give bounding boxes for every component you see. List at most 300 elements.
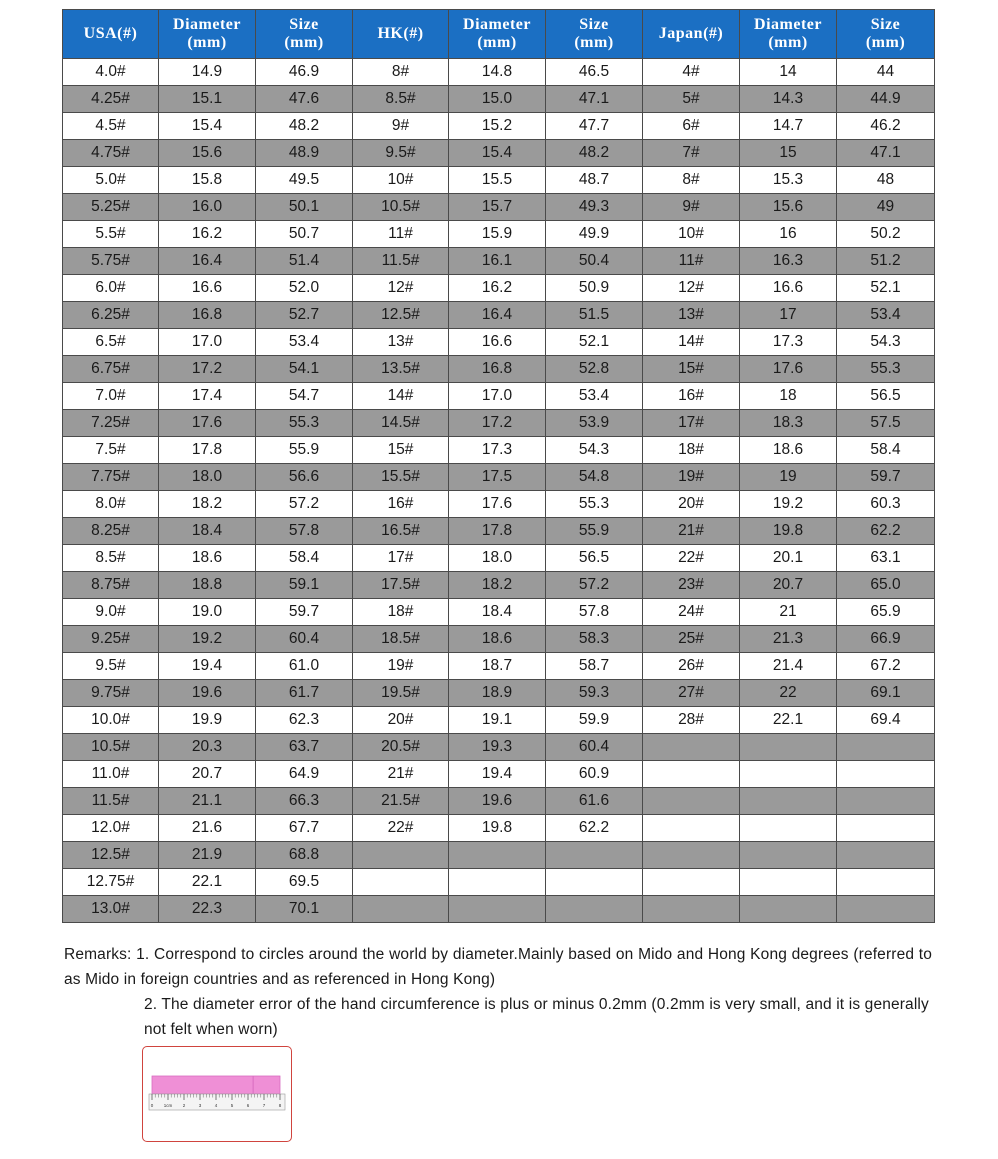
ruler-tick-label: 0 [150, 1103, 154, 1108]
table-cell: 13# [643, 302, 740, 329]
table-cell: 6# [643, 113, 740, 140]
table-cell: 69.4 [837, 707, 935, 734]
table-cell: 56.5 [837, 383, 935, 410]
table-cell: 46.5 [546, 59, 643, 86]
table-row [63, 896, 935, 923]
table-cell: 52.1 [837, 275, 935, 302]
table-cell: 15.4 [159, 113, 256, 140]
table-cell: 10.5# [63, 734, 159, 761]
table-row [63, 86, 935, 113]
table-cell: 66.9 [837, 626, 935, 653]
table-cell: 14# [643, 329, 740, 356]
table-cell: 18.6 [159, 545, 256, 572]
table-cell: 16.1 [449, 248, 546, 275]
table-row [63, 140, 935, 167]
table-row [63, 275, 935, 302]
remarks [64, 942, 932, 1042]
table-cell: 15.9 [449, 221, 546, 248]
table-cell: 21 [740, 599, 837, 626]
table-row [63, 653, 935, 680]
table-cell: 6.75# [63, 356, 159, 383]
table-cell: 60.3 [837, 491, 935, 518]
table-cell [546, 869, 643, 896]
table-cell [837, 761, 935, 788]
table-cell: 21# [643, 518, 740, 545]
table-cell: 12# [353, 275, 449, 302]
table-cell: 20# [353, 707, 449, 734]
table-cell: 47.1 [837, 140, 935, 167]
table-cell: 4.25# [63, 86, 159, 113]
table-cell [643, 761, 740, 788]
table-cell: 52.8 [546, 356, 643, 383]
column-header: Size (mm) [256, 10, 353, 59]
table-cell: 48.9 [256, 140, 353, 167]
table-cell: 10.5# [353, 194, 449, 221]
table-cell: 54.3 [546, 437, 643, 464]
table-cell: 53.4 [256, 329, 353, 356]
table-cell: 9.5# [353, 140, 449, 167]
table-cell: 14 [740, 59, 837, 86]
table-cell: 22# [643, 545, 740, 572]
table-cell: 19.2 [740, 491, 837, 518]
table-cell: 19.2 [159, 626, 256, 653]
table-cell: 22.1 [740, 707, 837, 734]
table-row [63, 734, 935, 761]
table-cell: 17.6 [159, 410, 256, 437]
column-header: Diameter (mm) [740, 10, 837, 59]
table-cell: 54.8 [546, 464, 643, 491]
table-cell: 28# [643, 707, 740, 734]
table-row [63, 545, 935, 572]
table-cell: 58.4 [256, 545, 353, 572]
table-cell: 21.9 [159, 842, 256, 869]
table-cell: 19.4 [159, 653, 256, 680]
column-header: Size (mm) [546, 10, 643, 59]
table-cell: 59.3 [546, 680, 643, 707]
ruler-tick-label: 3 [198, 1103, 202, 1108]
table-cell: 13.5# [353, 356, 449, 383]
table-cell: 6.25# [63, 302, 159, 329]
table-cell: 19# [353, 653, 449, 680]
table-cell: 11.5# [63, 788, 159, 815]
table-cell: 16.4 [449, 302, 546, 329]
table-cell: 60.4 [256, 626, 353, 653]
table-cell: 7.0# [63, 383, 159, 410]
table-row [63, 221, 935, 248]
table-cell [837, 734, 935, 761]
table-cell: 6.5# [63, 329, 159, 356]
table-cell [740, 734, 837, 761]
table-cell [546, 896, 643, 923]
table-cell: 15.3 [740, 167, 837, 194]
table-row [63, 491, 935, 518]
table-cell: 69.5 [256, 869, 353, 896]
table-cell: 18.9 [449, 680, 546, 707]
table-cell: 17.8 [159, 437, 256, 464]
table-cell [546, 842, 643, 869]
table-cell: 18.2 [159, 491, 256, 518]
table-cell: 50.9 [546, 275, 643, 302]
column-header: Japan(#) [643, 10, 740, 59]
table-cell: 26# [643, 653, 740, 680]
table-cell: 19.0 [159, 599, 256, 626]
table-cell: 16.2 [449, 275, 546, 302]
table-cell: 18.5# [353, 626, 449, 653]
table-cell: 67.7 [256, 815, 353, 842]
table-cell: 46.9 [256, 59, 353, 86]
table-cell: 16.6 [740, 275, 837, 302]
table-cell: 65.0 [837, 572, 935, 599]
ruler-icon [143, 1047, 293, 1143]
table-cell: 18.2 [449, 572, 546, 599]
table-cell: 51.2 [837, 248, 935, 275]
ring-size-table [62, 9, 935, 923]
table-cell: 50.7 [256, 221, 353, 248]
column-header: Diameter (mm) [159, 10, 256, 59]
table-cell: 17.5 [449, 464, 546, 491]
table-cell: 15.6 [740, 194, 837, 221]
ruler-illustration [142, 1046, 292, 1142]
table-cell: 19.5# [353, 680, 449, 707]
table-cell: 17# [643, 410, 740, 437]
table-row [63, 707, 935, 734]
table-cell: 54.7 [256, 383, 353, 410]
table-row [63, 329, 935, 356]
table-cell: 16.8 [449, 356, 546, 383]
table-cell: 67.2 [837, 653, 935, 680]
table-cell: 23# [643, 572, 740, 599]
table-cell: 17.2 [449, 410, 546, 437]
table-cell: 4.75# [63, 140, 159, 167]
table-cell: 53.4 [837, 302, 935, 329]
ruler-tick-label: 4 [214, 1103, 218, 1108]
table-cell: 53.9 [546, 410, 643, 437]
table-cell [643, 869, 740, 896]
table-cell: 57.8 [546, 599, 643, 626]
table-cell: 18.4 [159, 518, 256, 545]
table-cell: 62.3 [256, 707, 353, 734]
table-row [63, 113, 935, 140]
table-cell: 55.9 [546, 518, 643, 545]
table-cell: 8.25# [63, 518, 159, 545]
table-cell [643, 788, 740, 815]
remark-2: 2. The diameter error of the hand circumference is plus or minus 0.2mm (0.2mm is very small, and it is generally not felt when worn) [144, 996, 929, 1038]
table-cell: 17.4 [159, 383, 256, 410]
table-cell: 49.5 [256, 167, 353, 194]
table-cell: 49.9 [546, 221, 643, 248]
table-cell: 5.25# [63, 194, 159, 221]
table-cell: 56.5 [546, 545, 643, 572]
table-row [63, 626, 935, 653]
table-cell: 20.1 [740, 545, 837, 572]
table-cell: 22 [740, 680, 837, 707]
table-cell: 58.3 [546, 626, 643, 653]
table-cell: 11.5# [353, 248, 449, 275]
table-header [63, 10, 935, 59]
table-cell: 18 [740, 383, 837, 410]
table-cell: 20.5# [353, 734, 449, 761]
table-cell: 15.7 [449, 194, 546, 221]
table-cell: 52.1 [546, 329, 643, 356]
table-cell: 17.3 [449, 437, 546, 464]
table-cell: 19.8 [449, 815, 546, 842]
table-cell [643, 842, 740, 869]
table-cell: 16.0 [159, 194, 256, 221]
table-cell: 18.0 [449, 545, 546, 572]
table-cell [740, 842, 837, 869]
table-cell: 14.9 [159, 59, 256, 86]
table-cell: 12# [643, 275, 740, 302]
table-cell: 5.5# [63, 221, 159, 248]
ruler-tick-label: 7 [262, 1103, 266, 1108]
table-row [63, 599, 935, 626]
table-cell: 19.8 [740, 518, 837, 545]
table-cell: 68.8 [256, 842, 353, 869]
table-cell: 18.8 [159, 572, 256, 599]
column-header: Size (mm) [837, 10, 935, 59]
table-cell: 25# [643, 626, 740, 653]
table-cell: 58.7 [546, 653, 643, 680]
table-cell: 66.3 [256, 788, 353, 815]
table-cell: 16.3 [740, 248, 837, 275]
table-cell: 62.2 [546, 815, 643, 842]
table-cell: 49 [837, 194, 935, 221]
table-cell: 59.1 [256, 572, 353, 599]
table-cell: 47.7 [546, 113, 643, 140]
header-row [63, 10, 935, 59]
table-cell: 54.3 [837, 329, 935, 356]
ruler-fill-bar [152, 1076, 280, 1094]
table-cell: 16.6 [449, 329, 546, 356]
table-cell: 19# [643, 464, 740, 491]
table-row [63, 194, 935, 221]
table-row [63, 59, 935, 86]
table-cell: 24# [643, 599, 740, 626]
table-cell: 5.75# [63, 248, 159, 275]
table-cell: 20.7 [740, 572, 837, 599]
table-cell: 55.3 [546, 491, 643, 518]
table-cell: 69.1 [837, 680, 935, 707]
table-row [63, 356, 935, 383]
table-cell: 7.5# [63, 437, 159, 464]
table-cell: 8.5# [63, 545, 159, 572]
table-cell: 16.8 [159, 302, 256, 329]
table-cell: 17.0 [159, 329, 256, 356]
table-cell: 17# [353, 545, 449, 572]
table-cell: 16# [643, 383, 740, 410]
table-cell: 48 [837, 167, 935, 194]
table-cell: 57.8 [256, 518, 353, 545]
table-cell: 15# [643, 356, 740, 383]
table-cell: 61.0 [256, 653, 353, 680]
table-cell [449, 869, 546, 896]
column-header: Diameter (mm) [449, 10, 546, 59]
table-cell: 4.0# [63, 59, 159, 86]
table-cell [837, 869, 935, 896]
table-cell: 19.4 [449, 761, 546, 788]
ruler-tick-label: 6 [246, 1103, 250, 1108]
table-cell: 12.75# [63, 869, 159, 896]
table-cell: 57.2 [256, 491, 353, 518]
table-cell: 16 [740, 221, 837, 248]
table-cell: 48.2 [546, 140, 643, 167]
table-cell [740, 896, 837, 923]
table-cell: 8.0# [63, 491, 159, 518]
table-cell: 47.1 [546, 86, 643, 113]
table-cell: 7.75# [63, 464, 159, 491]
table-cell: 9.25# [63, 626, 159, 653]
table-cell: 48.7 [546, 167, 643, 194]
table-cell: 59.7 [256, 599, 353, 626]
table-cell: 17.6 [740, 356, 837, 383]
ruler-tick-label: 8 [278, 1103, 282, 1108]
table-cell: 47.6 [256, 86, 353, 113]
table-cell: 10# [643, 221, 740, 248]
table-cell: 18.4 [449, 599, 546, 626]
table-cell: 16.2 [159, 221, 256, 248]
ruler-tick-label: 5 [230, 1103, 234, 1108]
column-header: HK(#) [353, 10, 449, 59]
table-cell: 65.9 [837, 599, 935, 626]
table-row [63, 869, 935, 896]
table-cell [740, 869, 837, 896]
table-cell: 18.6 [740, 437, 837, 464]
table-cell: 5# [643, 86, 740, 113]
table-cell: 20# [643, 491, 740, 518]
table-cell: 14# [353, 383, 449, 410]
table-cell: 12.0# [63, 815, 159, 842]
table-cell: 10.0# [63, 707, 159, 734]
table-cell: 15.6 [159, 140, 256, 167]
table-row [63, 788, 935, 815]
table-cell: 51.4 [256, 248, 353, 275]
table-cell: 15 [740, 140, 837, 167]
table-cell: 21.1 [159, 788, 256, 815]
table-cell [740, 788, 837, 815]
table-cell: 21.6 [159, 815, 256, 842]
table-cell: 4.5# [63, 113, 159, 140]
remark-1: Remarks: 1. Correspond to circles around the world by diameter.Mainly based on Mido and Hong Kong degrees (referred to as Mido in foreign countries and as referenced in Hong Kong) [64, 946, 932, 988]
table-cell: 8# [643, 167, 740, 194]
table-cell: 15.1 [159, 86, 256, 113]
table-cell: 55.9 [256, 437, 353, 464]
table-row [63, 761, 935, 788]
table-cell: 64.9 [256, 761, 353, 788]
table-cell: 63.1 [837, 545, 935, 572]
table-cell: 48.2 [256, 113, 353, 140]
table-cell: 16.5# [353, 518, 449, 545]
table-cell [740, 761, 837, 788]
table-row [63, 167, 935, 194]
table-row [63, 410, 935, 437]
table-cell: 20.3 [159, 734, 256, 761]
table-cell: 18# [643, 437, 740, 464]
table-cell: 15.5 [449, 167, 546, 194]
table-cell: 16# [353, 491, 449, 518]
table-cell: 19.6 [449, 788, 546, 815]
table-cell: 52.7 [256, 302, 353, 329]
table-cell: 16.4 [159, 248, 256, 275]
table-cell: 61.6 [546, 788, 643, 815]
table-cell: 57.2 [546, 572, 643, 599]
table-cell [643, 815, 740, 842]
table-cell: 46.2 [837, 113, 935, 140]
table-cell: 70.1 [256, 896, 353, 923]
table-cell: 12.5# [63, 842, 159, 869]
table-cell: 19.3 [449, 734, 546, 761]
table-cell: 50.4 [546, 248, 643, 275]
table-cell: 11.0# [63, 761, 159, 788]
table-cell [449, 896, 546, 923]
table-cell: 17.3 [740, 329, 837, 356]
table-cell: 15.2 [449, 113, 546, 140]
table-cell: 11# [643, 248, 740, 275]
table-cell: 15.4 [449, 140, 546, 167]
table-cell [353, 842, 449, 869]
table-cell: 15.8 [159, 167, 256, 194]
table-cell: 60.4 [546, 734, 643, 761]
table-cell: 6.0# [63, 275, 159, 302]
table-cell: 8# [353, 59, 449, 86]
table-cell: 14.5# [353, 410, 449, 437]
table-cell: 18.6 [449, 626, 546, 653]
table-cell: 27# [643, 680, 740, 707]
table-cell: 5.0# [63, 167, 159, 194]
table-cell: 18.0 [159, 464, 256, 491]
table-cell: 15# [353, 437, 449, 464]
table-cell: 21.3 [740, 626, 837, 653]
table-row [63, 464, 935, 491]
table-cell: 44 [837, 59, 935, 86]
table-cell [837, 815, 935, 842]
table-cell: 63.7 [256, 734, 353, 761]
table-row [63, 842, 935, 869]
table-row [63, 518, 935, 545]
table-cell: 17.5# [353, 572, 449, 599]
table-cell: 8.5# [353, 86, 449, 113]
table-cell: 15.0 [449, 86, 546, 113]
table-cell: 21.5# [353, 788, 449, 815]
table-cell [837, 842, 935, 869]
table-cell: 62.2 [837, 518, 935, 545]
table-cell: 22.1 [159, 869, 256, 896]
table-cell: 49.3 [546, 194, 643, 221]
table-cell: 58.4 [837, 437, 935, 464]
table-row [63, 572, 935, 599]
table-cell: 59.9 [546, 707, 643, 734]
table-cell [837, 896, 935, 923]
table-cell: 51.5 [546, 302, 643, 329]
table-cell: 54.1 [256, 356, 353, 383]
table-cell: 19 [740, 464, 837, 491]
table-cell: 50.1 [256, 194, 353, 221]
table-cell: 55.3 [256, 410, 353, 437]
table-row [63, 383, 935, 410]
ruler-tick-label: 1cm [163, 1103, 173, 1108]
table-cell: 8.75# [63, 572, 159, 599]
table-cell: 17.2 [159, 356, 256, 383]
table-cell [353, 896, 449, 923]
table-cell: 14.8 [449, 59, 546, 86]
table-body [63, 59, 935, 923]
table-cell [449, 842, 546, 869]
table-row [63, 680, 935, 707]
table-cell: 9.5# [63, 653, 159, 680]
table-cell [837, 788, 935, 815]
table-cell: 59.7 [837, 464, 935, 491]
table-cell: 14.3 [740, 86, 837, 113]
table-cell: 14.7 [740, 113, 837, 140]
